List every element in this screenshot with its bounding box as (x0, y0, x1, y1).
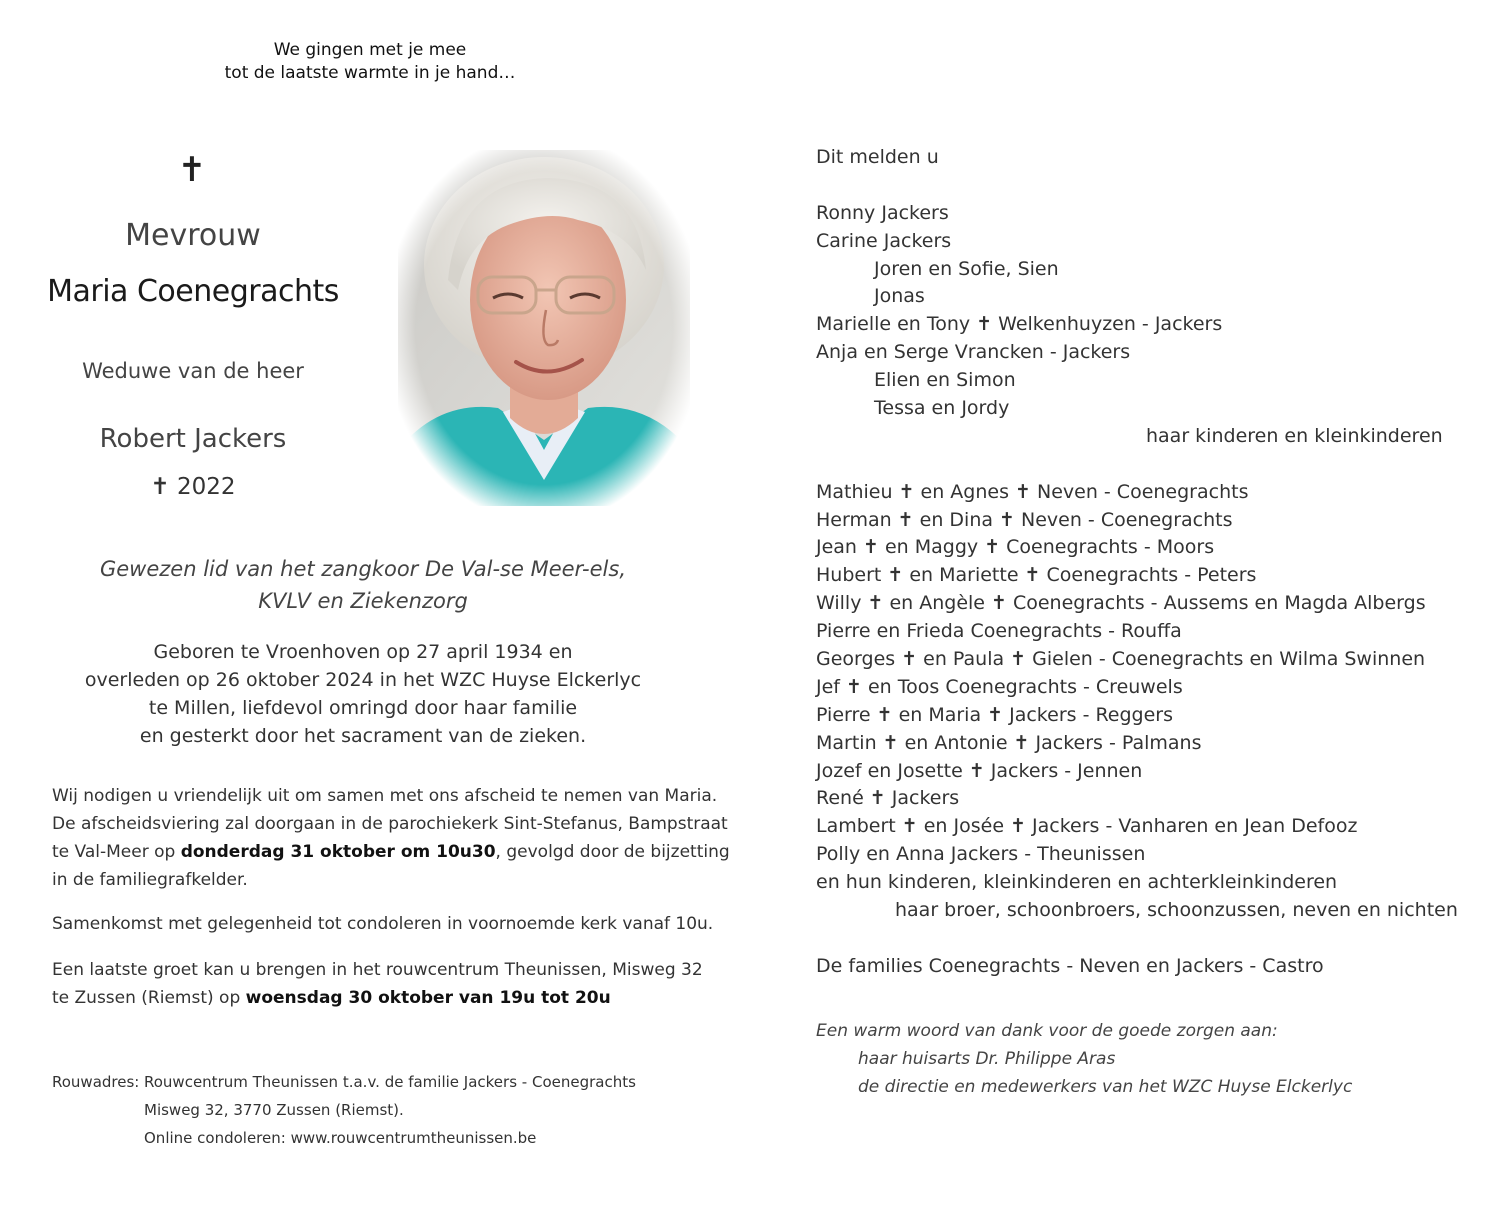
motto-line-1: We gingen met je mee (273, 40, 467, 60)
invitation-line-4: in de familiegrafkelder. (52, 870, 248, 890)
portrait-illustration (398, 150, 690, 506)
motto-line-2: tot de laatste warmte in je hand… (224, 63, 516, 83)
list-item: Willy ✝ en Angèle ✝ Coenegrachts - Aussems en Magda Albergs (816, 592, 1426, 615)
list-item: Hubert ✝ en Mariette ✝ Coenegrachts - Peters (816, 564, 1257, 587)
membership (30, 553, 696, 617)
birth-death-info (30, 638, 696, 750)
last-greeting-line-2 (52, 984, 732, 1012)
deceased-name: Maria Coenegrachts (47, 274, 339, 309)
list-item: Georges ✝ en Paula ✝ Gielen - Coenegrachts en Wilma Swinnen (816, 648, 1426, 671)
list-item: en hun kinderen, kleinkinderen en achterkleinkinderen (816, 871, 1338, 894)
list-item: Pierre en Frieda Coenegrachts - Rouffa (816, 620, 1182, 643)
siblings-caption: haar broer, schoonbroers, schoonzussen, neven en nichten (895, 899, 1458, 922)
list-item: Mathieu ✝ en Agnes ✝ Neven - Coenegrachts (816, 480, 1249, 503)
husband-death (40, 474, 346, 500)
salutation: Mevrouw (125, 218, 261, 253)
birth-death-line-3: te Millen, liefdevol omringd door haar familie (148, 697, 578, 719)
membership-line-2: KVLV en Ziekenzorg (258, 589, 468, 613)
list-item: Anja en Serge Vrancken - Jackers (816, 341, 1131, 364)
invitation-line-1: Wij nodigen u vriendelijk uit om samen met ons afscheid te nemen van Maria. (52, 786, 718, 806)
thanks-line-2: haar huisarts Dr. Philippe Aras (858, 1049, 1116, 1069)
invitation-paragraph (52, 782, 732, 894)
list-item: Jozef en Josette ✝ Jackers - Jennen (816, 759, 1143, 782)
list-item: René ✝ Jackers (816, 787, 960, 810)
mourning-address-label: Rouwadres: (52, 1073, 140, 1091)
children-caption: haar kinderen en kleinkinderen (1146, 424, 1443, 447)
list-item: Jef ✝ en Toos Coenegrachts - Creuwels (816, 675, 1183, 698)
mourning-address (52, 1068, 636, 1152)
condolence-paragraph: Samenkomst met gelegenheid tot condoleren in voornoemde kerk vanaf 10u. (52, 914, 714, 934)
husband-name: Robert Jackers (99, 424, 287, 454)
list-item: Ronny Jackers (816, 201, 949, 224)
cross-icon: ✝ (177, 150, 207, 190)
invitation-line-3-post: , gevolgd door de bijzetting (495, 842, 730, 862)
portrait-photo (398, 150, 690, 506)
list-item: Herman ✝ en Dina ✝ Neven - Coenegrachts (816, 508, 1233, 531)
list-item: Tessa en Jordy (874, 397, 1010, 420)
mourning-address-line-1: Rouwcentrum Theunissen t.a.v. de familie Jackers - Coenegrachts (144, 1073, 636, 1091)
list-item: Marielle en Tony ✝ Welkenhuyzen - Jackers (816, 313, 1223, 336)
list-item: Jonas (874, 285, 925, 308)
online-condolence-line: Online condoleren: www.rouwcentrumtheunissen.be (144, 1129, 537, 1147)
announcement (816, 144, 1476, 981)
announcement-intro: Dit melden u (816, 146, 939, 168)
last-greeting-line-2-pre: te Zussen (Riemst) op (52, 988, 246, 1008)
last-greeting-line-1: Een laatste groet kan u brengen in het rouwcentrum Theunissen, Misweg 32 (52, 960, 703, 980)
list-item: Carine Jackers (816, 229, 952, 252)
motto (150, 39, 590, 85)
birth-death-line-2: overleden op 26 oktober 2024 in het WZC Huyse Elckerlyc (84, 669, 642, 691)
list-item: Polly en Anna Jackers - Theunissen (816, 843, 1146, 866)
membership-line-1: Gewezen lid van het zangkoor De Val-se Meer-els, (99, 557, 626, 581)
cross-icon: ✝ (150, 474, 170, 500)
list-item: Lambert ✝ en Josée ✝ Jackers - Vanharen en Jean Defooz (816, 815, 1358, 838)
widow-of-label: Weduwe van de heer (82, 359, 304, 383)
list-item: Pierre ✝ en Maria ✝ Jackers - Reggers (816, 703, 1174, 726)
list-item: Joren en Sofie, Sien (874, 257, 1059, 280)
thanks-note (816, 1017, 1352, 1101)
invitation-line-2: De afscheidsviering zal doorgaan in de parochiekerk Sint-Stefanus, Bampstraat (52, 814, 728, 834)
mourning-address-line-2: Misweg 32, 3770 Zussen (Riemst). (144, 1101, 404, 1119)
invitation-line-3 (52, 838, 732, 866)
husband-death-year: 2022 (177, 474, 236, 500)
list-item: Elien en Simon (874, 369, 1016, 392)
thanks-line-1: Een warm woord van dank voor de goede zorgen aan: (816, 1021, 1278, 1041)
list-item: Martin ✝ en Antonie ✝ Jackers - Palmans (816, 731, 1202, 754)
families-line: De families Coenegrachts - Neven en Jackers - Castro (816, 954, 1324, 977)
last-greeting-paragraph (52, 956, 732, 1012)
invitation-line-3-pre: te Val-Meer op (52, 842, 181, 862)
thanks-line-3: de directie en medewerkers van het WZC Huyse Elckerlyc (858, 1077, 1353, 1097)
list-item: Jean ✝ en Maggy ✝ Coenegrachts - Moors (816, 536, 1215, 559)
birth-death-line-1: Geboren te Vroenhoven op 27 april 1934 en (153, 641, 573, 663)
ceremony-datetime: donderdag 31 oktober om 10u30 (180, 842, 496, 862)
visitation-datetime: woensdag 30 oktober van 19u tot 20u (245, 988, 611, 1008)
birth-death-line-4: en gesterkt door het sacrament van de zieken. (139, 725, 587, 747)
